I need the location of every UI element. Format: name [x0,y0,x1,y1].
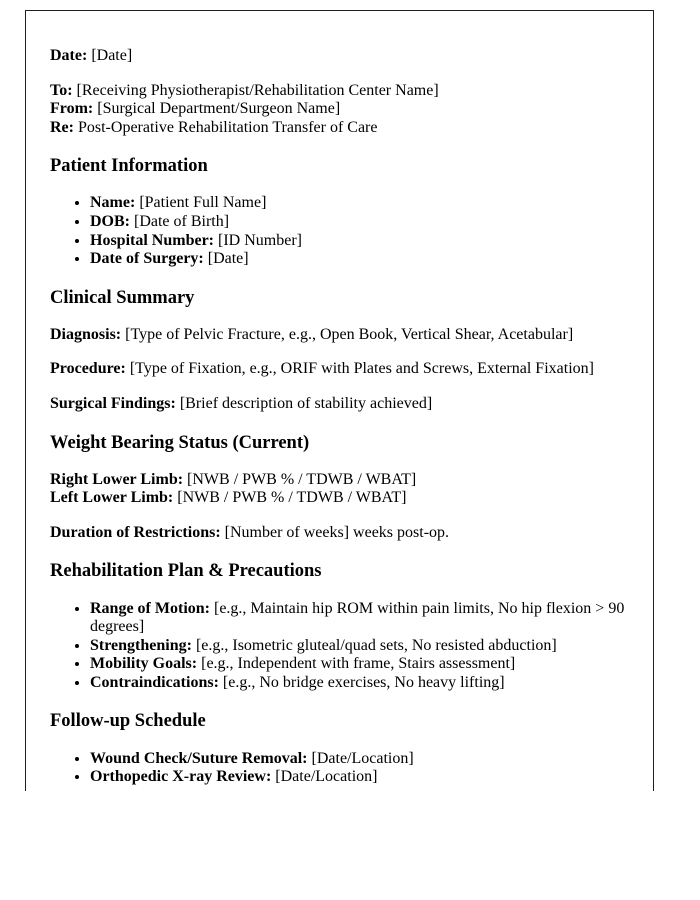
sender-label: From: [50,100,94,118]
duration-line [50,524,629,543]
clinical-summary-heading: Clinical Summary [50,287,195,308]
procedure-line [50,360,629,379]
item-value: [Date] [207,250,249,268]
duration-label: Duration of Restrictions: [50,523,221,541]
subject-line [50,119,629,138]
date-line [50,47,629,66]
weight-bearing-heading: Weight Bearing Status (Current) [50,432,310,453]
item-label: Hospital Number: [90,231,214,249]
item-label: Range of Motion: [90,599,210,617]
sender-value: [Surgical Department/Surgeon Name] [97,100,341,118]
item-label: Mobility Goals: [90,655,198,673]
left-limb-label: Left Lower Limb: [50,489,174,507]
item-label: Strengthening: [90,636,192,654]
list-item [90,194,629,213]
list-item [90,768,629,787]
item-label: Date of Surgery: [90,250,204,268]
subject-value: Post-Operative Rehabilitation Transfer of Care [77,118,378,136]
limb-status-block [50,471,629,508]
rehab-plan-heading: Rehabilitation Plan & Precautions [50,561,322,582]
list-item [90,232,629,251]
diagnosis-line [50,326,629,345]
duration-value: [Number of weeks] weeks post-op. [224,523,450,541]
item-value: [e.g., Isometric gluteal/quad sets, No resisted abduction] [195,636,557,654]
item-value: [e.g., Independent with frame, Stairs assessment] [201,655,516,673]
list-item [90,750,629,769]
item-label: Contraindications: [90,673,219,691]
surgical-findings-value: [Brief description of stability achieved] [179,395,433,412]
left-limb-value: [NWB / PWB % / TDWB / WBAT] [177,489,407,507]
item-value: [e.g., No bridge exercises, No heavy lifting] [222,673,505,691]
date-value: [Date] [91,47,133,64]
recipient-line [50,82,629,101]
diagnosis-value: [Type of Pelvic Fracture, e.g., Open Book, Vertical Shear, Acetabular] [125,325,574,343]
letter-page [25,10,654,791]
letter-header [50,82,629,138]
item-value: [Date of Birth] [134,213,230,230]
rehab-plan-list [50,600,629,693]
item-label: DOB: [90,213,130,230]
list-item [90,674,629,693]
patient-information-list [50,194,629,268]
item-value: [ID Number] [218,231,302,249]
item-label: Wound Check/Suture Removal: [90,749,308,767]
list-item [90,250,629,269]
right-limb-label: Right Lower Limb: [50,470,184,488]
date-label: Date: [50,47,88,64]
subject-label: Re: [50,118,74,136]
list-item [90,213,629,232]
right-limb-value: [NWB / PWB % / TDWB / WBAT] [187,470,417,488]
item-value: [e.g., Maintain hip ROM within pain limits, No hip flexion > 90 degrees] [90,599,625,636]
patient-information-heading: Patient Information [50,156,208,177]
surgical-findings-line [50,395,629,414]
right-limb-line [50,471,629,490]
list-item [90,637,629,656]
surgical-findings-label: Surgical Findings: [50,395,176,412]
procedure-value: [Type of Fixation, e.g., ORIF with Plates and Screws, External Fixation] [129,360,594,378]
recipient-value: [Receiving Physiotherapist/Rehabilitation Center Name] [76,81,439,99]
list-item [90,655,629,674]
follow-up-heading: Follow-up Schedule [50,711,206,732]
item-value: [Patient Full Name] [139,194,267,212]
recipient-label: To: [50,81,73,99]
item-value: [Date/Location] [275,768,378,786]
item-value: [Date/Location] [311,749,414,767]
follow-up-list [50,750,629,787]
list-item [90,600,629,637]
left-limb-line [50,489,629,508]
item-label: Name: [90,194,136,212]
sender-line [50,100,629,119]
item-label: Orthopedic X-ray Review: [90,768,272,786]
procedure-label: Procedure: [50,360,126,378]
diagnosis-label: Diagnosis: [50,325,122,343]
